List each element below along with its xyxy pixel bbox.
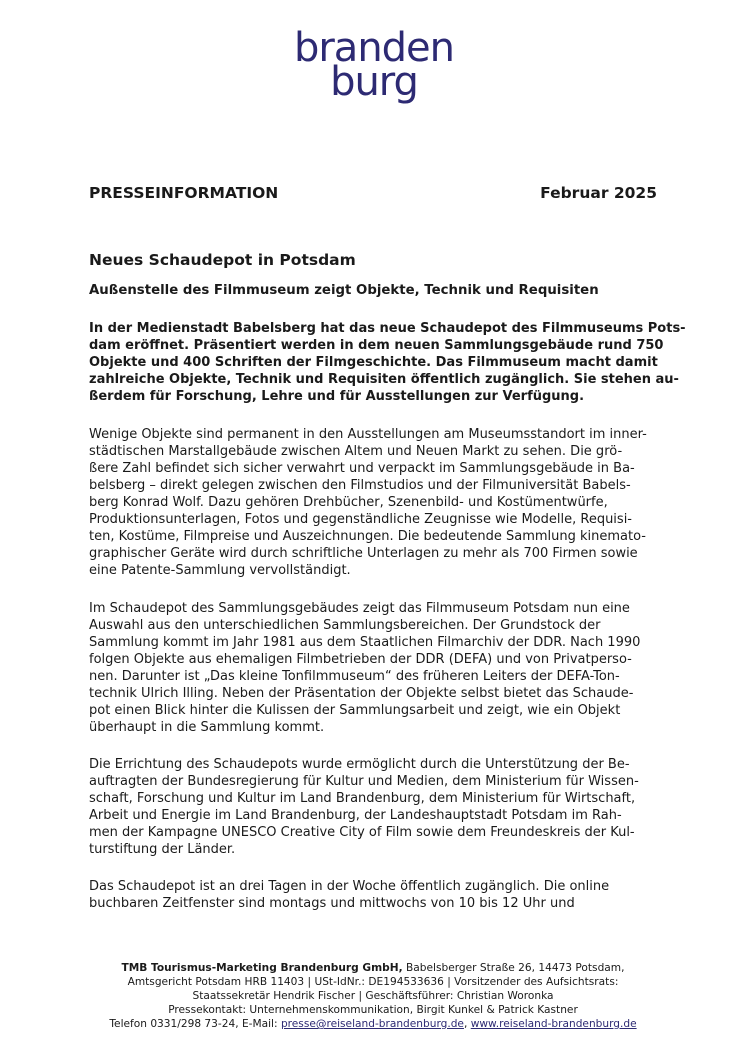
text-line: schaft, Forschung und Kultur im Land Brandenburg, dem Ministerium für Wirtschaft, (89, 791, 636, 806)
body-paragraph-4 (89, 878, 664, 912)
text-line: zahlreiche Objekte, Technik und Requisiten öffentlich zugänglich. Sie stehen au- (89, 372, 679, 387)
text-line: ßerdem für Forschung, Lehre und für Ausstellungen zur Verfügung. (89, 389, 585, 404)
website-link[interactable]: www.reiseland-brandenburg.de (470, 1018, 637, 1030)
page-footer (0, 961, 746, 1031)
footer-line-1 (0, 961, 746, 975)
footer-line-2: Amtsgericht Potsdam HRB 11403 | USt-IdNr.: DE194533636 | Vorsitzender des Aufsichtsrats: (127, 976, 619, 988)
footer-company: TMB Tourismus-Marketing Brandenburg GmbH, (121, 962, 403, 974)
text-line: berg Konrad Wolf. Dazu gehören Drehbücher, Szenenbild- und Kostümentwürfe, (89, 495, 608, 510)
text-line: ßere Zahl befindet sich sicher verwahrt und verpackt im Sammlungsgebäude in Ba- (89, 461, 635, 476)
text-line: eine Patente-Sammlung vervollständigt. (89, 563, 351, 578)
footer-line-3: Staatssekretär Hendrik Fischer | Geschäftsführer: Christian Woronka (192, 990, 554, 1002)
email-link[interactable]: presse@reiseland-brandenburg.de (280, 1018, 464, 1030)
text-line: Arbeit und Energie im Land Brandenburg, der Landeshauptstadt Potsdam im Rah- (89, 808, 622, 823)
footer-phone: Telefon 0331/298 73-24, E-Mail: (109, 1018, 281, 1030)
page-subtitle: Außenstelle des Filmmuseum zeigt Objekte, Technik und Requisiten (89, 283, 599, 298)
text-line: Das Schaudepot ist an drei Tagen in der Woche öffentlich zugänglich. Die online (89, 879, 610, 894)
logo-line-2: burg (330, 59, 418, 105)
press-label: PRESSEINFORMATION (89, 184, 279, 202)
page-title: Neues Schaudepot in Potsdam (89, 251, 356, 269)
text-line: buchbaren Zeitfenster sind montags und mittwochs von 10 bis 12 Uhr und (89, 896, 575, 911)
lead-paragraph (89, 320, 686, 405)
text-line: Objekte und 400 Schriften der Filmgeschichte. Das Filmmuseum macht damit (89, 355, 658, 370)
footer-line-4: Pressekontakt: Unternehmenskommunikation, Birgit Kunkel & Patrick Kastner (168, 1004, 578, 1016)
text-line: Auswahl aus den unterschiedlichen Sammlungsbereichen. Der Grundstock der (89, 618, 601, 633)
text-line: folgen Objekte aus ehemaligen Filmbetrieben der DDR (DEFA) und von Privatperso- (89, 652, 632, 667)
text-line: dam eröffnet. Präsentiert werden in dem neuen Sammlungsgebäude rund 750 (89, 338, 664, 353)
body-paragraph-2 (89, 600, 664, 736)
text-line: men der Kampagne UNESCO Creative City of Film sowie dem Freundeskreis der Kul- (89, 825, 635, 840)
text-line: belsberg – direkt gelegen zwischen den Filmstudios und der Filmuniversität Babels- (89, 478, 631, 493)
footer-address: Babelsberger Straße 26, 14473 Potsdam, (402, 962, 625, 974)
release-date: Februar 2025 (540, 184, 657, 202)
document-header (89, 184, 657, 208)
text-line: auftragten der Bundesregierung für Kultur und Medien, dem Ministerium für Wissen- (89, 774, 639, 789)
body-paragraph-1 (89, 426, 664, 579)
text-line: ten, Kostüme, Filmpreise und Auszeichnungen. Die bedeutende Sammlung kinemato- (89, 529, 646, 544)
text-line: Im Schaudepot des Sammlungsgebäudes zeigt das Filmmuseum Potsdam nun eine (89, 601, 630, 616)
text-line: städtischen Marstallgebäude zwischen Altem und Neuen Markt zu sehen. Die grö- (89, 444, 623, 459)
text-line: In der Medienstadt Babelsberg hat das neue Schaudepot des Filmmuseums Pots- (89, 321, 686, 336)
text-line: pot einen Blick hinter die Kulissen der Sammlungsarbeit und zeigt, wie ein Objekt (89, 703, 621, 718)
logo-line-1: branden (293, 25, 455, 71)
text-line: Die Errichtung des Schaudepots wurde ermöglicht durch die Unterstützung der Be- (89, 757, 630, 772)
text-line: turstiftung der Länder. (89, 842, 236, 857)
body-paragraph-3 (89, 756, 664, 858)
brandenburg-logo (0, 25, 746, 105)
text-line: überhaupt in die Sammlung kommt. (89, 720, 325, 735)
text-line: Produktionsunterlagen, Fotos und gegenständliche Zeugnisse wie Modelle, Requisi- (89, 512, 632, 527)
text-line: graphischer Geräte wird durch schriftliche Unterlagen zu mehr als 700 Firmen sowie (89, 546, 638, 561)
text-line: Sammlung kommt im Jahr 1981 aus dem Staatlichen Filmarchiv der DDR. Nach 1990 (89, 635, 641, 650)
footer-separator: , (463, 1018, 471, 1030)
text-line: nen. Darunter ist „Das kleine Tonfilmmuseum“ des früheren Leiters der DEFA-Ton- (89, 669, 620, 684)
footer-contact-line (0, 1017, 746, 1031)
text-line: Wenige Objekte sind permanent in den Ausstellungen am Museumsstandort im inner- (89, 427, 647, 442)
text-line: technik Ulrich Illing. Neben der Präsentation der Objekte selbst bietet das Schaude- (89, 686, 634, 701)
